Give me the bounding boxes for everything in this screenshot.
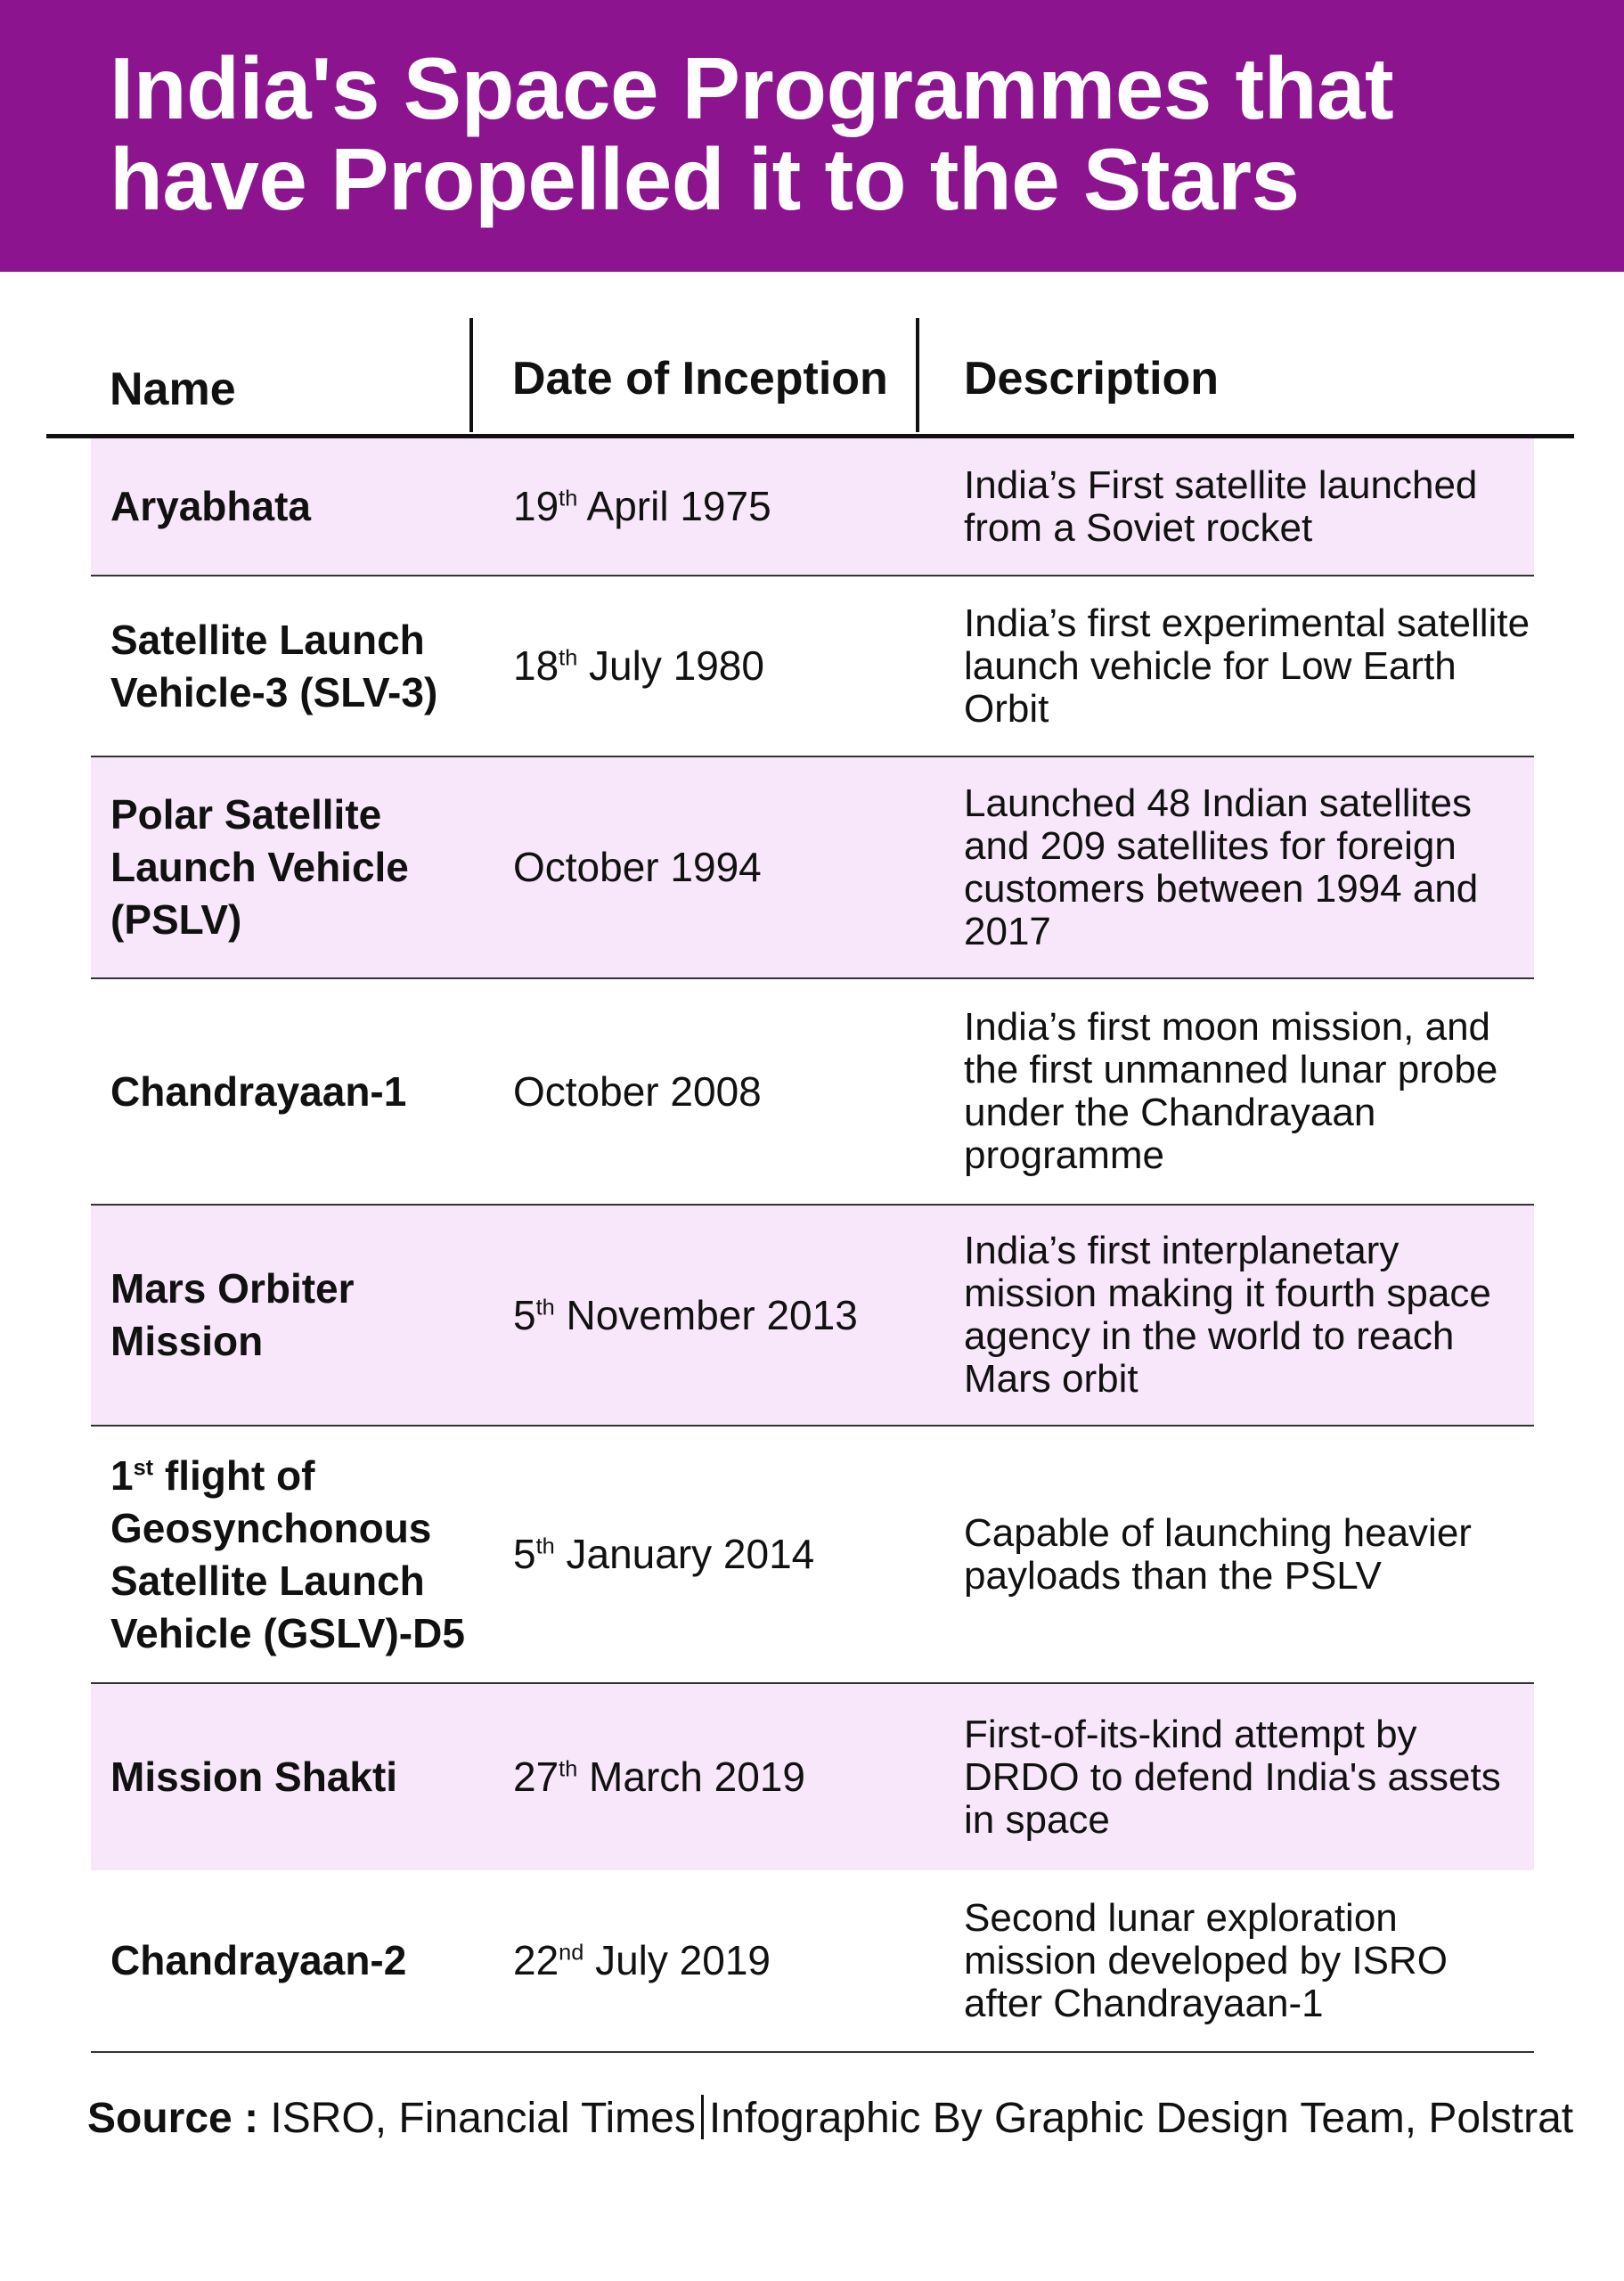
table-row: [91, 1684, 1534, 1870]
row-description: First-of-its-kind attempt by DRDO to defend India's assets in space: [964, 1712, 1501, 1842]
column-divider: [469, 318, 473, 432]
row-description: India’s first moon mission, and the first unmanned lunar probe under the Chandrayaan programme: [964, 1005, 1498, 1177]
source-label: Source :: [87, 2095, 259, 2142]
table-row: [91, 1870, 1534, 2053]
row-description: Second lunar exploration mission developed by ISRO after Chandrayaan-1: [964, 1895, 1448, 2025]
row-description: India’s first experimental satellite launch vehicle for Low Earth Orbit: [964, 601, 1530, 731]
title-line-1: India's Space Programmes that: [110, 39, 1394, 137]
page-title: [110, 39, 1624, 228]
table-row: [91, 1427, 1534, 1684]
row-date: 22nd July 2019: [513, 1937, 771, 1983]
footer-separator: [701, 2095, 704, 2139]
title-line-2: have Propelled it to the Stars: [110, 130, 1300, 228]
header-banner: [0, 0, 1624, 272]
credit-text: Infographic By Graphic Design Team, Polstrat: [708, 2095, 1574, 2142]
column-header-name: Name: [110, 364, 236, 415]
row-date: October 1994: [513, 844, 762, 890]
row-date: 18th July 1980: [513, 642, 764, 689]
table-header: [46, 318, 1574, 438]
row-date: 5th January 2014: [513, 1531, 815, 1577]
table-row: [91, 1206, 1534, 1427]
column-header-description: Description: [964, 353, 1220, 405]
source-footer: [87, 2094, 1602, 2143]
table-row: [91, 576, 1534, 757]
row-name: Polar Satellite Launch Vehicle (PSLV): [110, 791, 409, 943]
column-header-date: Date of Inception: [512, 353, 888, 405]
row-description: India’s First satellite launched from a Soviet rocket: [964, 462, 1478, 550]
table-row: [91, 438, 1534, 576]
row-date: October 2008: [513, 1067, 762, 1115]
row-name: Mars Orbiter Mission: [110, 1265, 355, 1364]
row-name: Mission Shakti: [110, 1754, 398, 1800]
source-list: ISRO, Financial Times: [258, 2095, 696, 2142]
row-date: 27th March 2019: [513, 1754, 805, 1800]
row-name: 1st flight of Geosynchonous Satellite Launch Vehicle (GSLV)-D5: [110, 1451, 465, 1656]
row-name: Aryabhata: [110, 483, 311, 529]
table-row: [91, 979, 1534, 1206]
row-name: Chandrayaan-2: [110, 1937, 407, 1983]
table-body: [91, 438, 1534, 2053]
row-description: Capable of launching heavier payloads than the PSLV: [964, 1510, 1472, 1598]
row-date: 19th April 1975: [513, 483, 771, 529]
row-date: 5th November 2013: [513, 1291, 858, 1338]
row-description: Launched 48 Indian satellites and 209 satellites for foreign customers between 1994 and 2017: [964, 781, 1479, 953]
row-name: Chandrayaan-1: [110, 1067, 407, 1115]
column-divider: [916, 318, 919, 432]
table-row: [91, 757, 1534, 979]
row-name: Satellite Launch Vehicle-3 (SLV-3): [110, 616, 438, 715]
row-description: India’s first interplanetary mission making it fourth space agency in the world to reach Mars orbit: [964, 1229, 1491, 1401]
